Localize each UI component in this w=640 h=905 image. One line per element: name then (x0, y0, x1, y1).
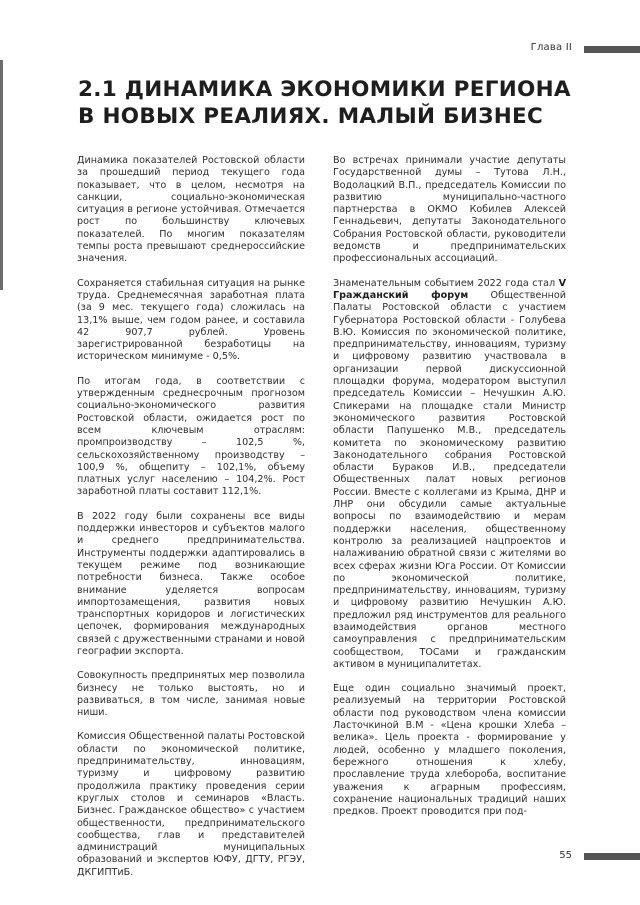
page-edge-decoration (0, 0, 5, 905)
forum-text: Общественной Палаты Ростовской области с участием Губернатора Ростовской области - Голубева В.Ю. Комиссия по экономической политике, предпринимательству, инновациям, туризму и цифровому развитию участвовала в организации первой дискуссионной площадки форума, модератором выступил председатель Комиссии – Нечушкин А.Ю. Спикерами на площадке стали Министр экономического развития Ростовской области Папушенко М.В., председатель комитета по экономическому развитию Законодательного собрания Ростовской области Бураков И.В., председатели Общественных палат новых регионов России. Вместе с коллегами из Крыма, ДНР и ЛНР они обсудили самые актуальные вопросы по взаимодействию и мерам поддержки населения, общественному контролю за реализацией нацпроектов и налаживанию обратной связи с жителями во всех сферах жизни Юга России. От Комиссии по экономической политике, предпринимательству, инновациям, туризму и цифровому развитию Нечушкин А.Ю. предложил ряд инструментов для реального взаимодействия органов местного самоуправления с предпринимательским сообществом, ТОСами и гражданским активом в муниципалитетах. (333, 289, 566, 670)
left-column (77, 155, 305, 891)
paragraph: Комиссия Общественной палаты Ростовской области по экономической политике, предпринимательству, инновациям, туризму и цифровому развитию продолжила практику проведения серии круглых столов и семинаров «Власть. Бизнес. Гражданское общество» с участием общественности, предпринимательского сообщества, глав и представителей администраций муниципальных образований и экспертов ЮФУ, ДГТУ, РГЭУ, ДКГИПТиБ. (77, 731, 305, 878)
forum-name: V Гражданский форум (333, 277, 566, 301)
title-line-2: В НОВЫХ РЕАЛИЯХ. МАЛЫЙ БИЗНЕС (78, 104, 544, 129)
paragraph: В 2022 году были сохранены все виды поддержки инвесторов и субъектов малого и среднего предпринимательства. Инструменты поддержки адаптировались в текущем режиме под возникающие потребности бизнеса. Также особое внимание уделяется вопросам импортозамещения, развития новых транспортных коридоров и логистических цепочек, формирования международных связей с дружественными странами и новой географии экспорта. (77, 510, 306, 657)
right-column (333, 155, 566, 830)
paragraph-forum (333, 278, 566, 672)
paragraph: Сохраняется стабильная ситуация на рынке труда. Среднемесячная заработная плата (за 9 мес. текущего года) сложилась на 13,1% выше, чем годом ранее, и составила 42 907,7 рублей. Уровень зарегистрированной безработицы на историческом минимуме - 0,5%. (77, 277, 305, 363)
paragraph: Совокупность предпринятых мер позволила бизнесу не только выстоять, но и развиваться, в том числе, занимая новые ниши. (77, 670, 305, 719)
forum-intro: Знаменательным событием 2022 года стал (333, 277, 556, 289)
title-line-1: 2.1 ДИНАМИКА ЭКОНОМИКИ РЕГИОНА (78, 77, 571, 102)
paragraph: Динамика показателей Ростовской области за прошедший период текущего года показывает, что в целом, несмотря на санкции, социально-экономическая ситуация в регионе устойчивая. Отмечается рост по большинству ключевых показателей. По многим показателям темпы роста превышают среднероссийские значения. (77, 155, 305, 265)
edge-stripe (0, 60, 3, 290)
paragraph: По итогам года, в соответствии с утвержденным среднесрочным прогнозом социально-экономического развития Ростовской области, ожидается рост по всем ключевым отраслям: промпроизводству – 102,5 %, сельскохозяйственному производству – 100,9 %, общепиту – 102,1%, объему платных услуг населению – 104,2%. Рост заработной платы составит 112,1%. (77, 375, 305, 498)
paragraph: Во встречах принимали участие депутаты Государственной думы – Тутова Л.Н., Водолацкий В.П., председатель Комиссии по развитию муниципально-частного партнерства в ОКМО Кобилев Алексей Геннадьевич, депутаты Законодательного Собрания Ростовской области, руководители ведомств и предпринимательских профессиональных ассоциаций. (333, 155, 566, 265)
section-title (78, 76, 598, 130)
chapter-bar (584, 46, 640, 53)
paragraph: Еще один социально значимый проект, реализуемый на территории Ростовской области под руководством члена комиссии Ласточкиной В.М - «Цена крошки Хлеба – велика». Цель проекта - формирование у людей, особенно у младшего поколения, бережного отношения к хлебу, прославление труда хлебороба, воспитание уважения к аграрным профессиям, сохранение национальных традиций наших предков. Проект проводится при под- (333, 683, 566, 818)
page-number-bar (584, 853, 640, 860)
chapter-label: Глава II (530, 42, 572, 53)
page-number: 55 (559, 850, 572, 861)
